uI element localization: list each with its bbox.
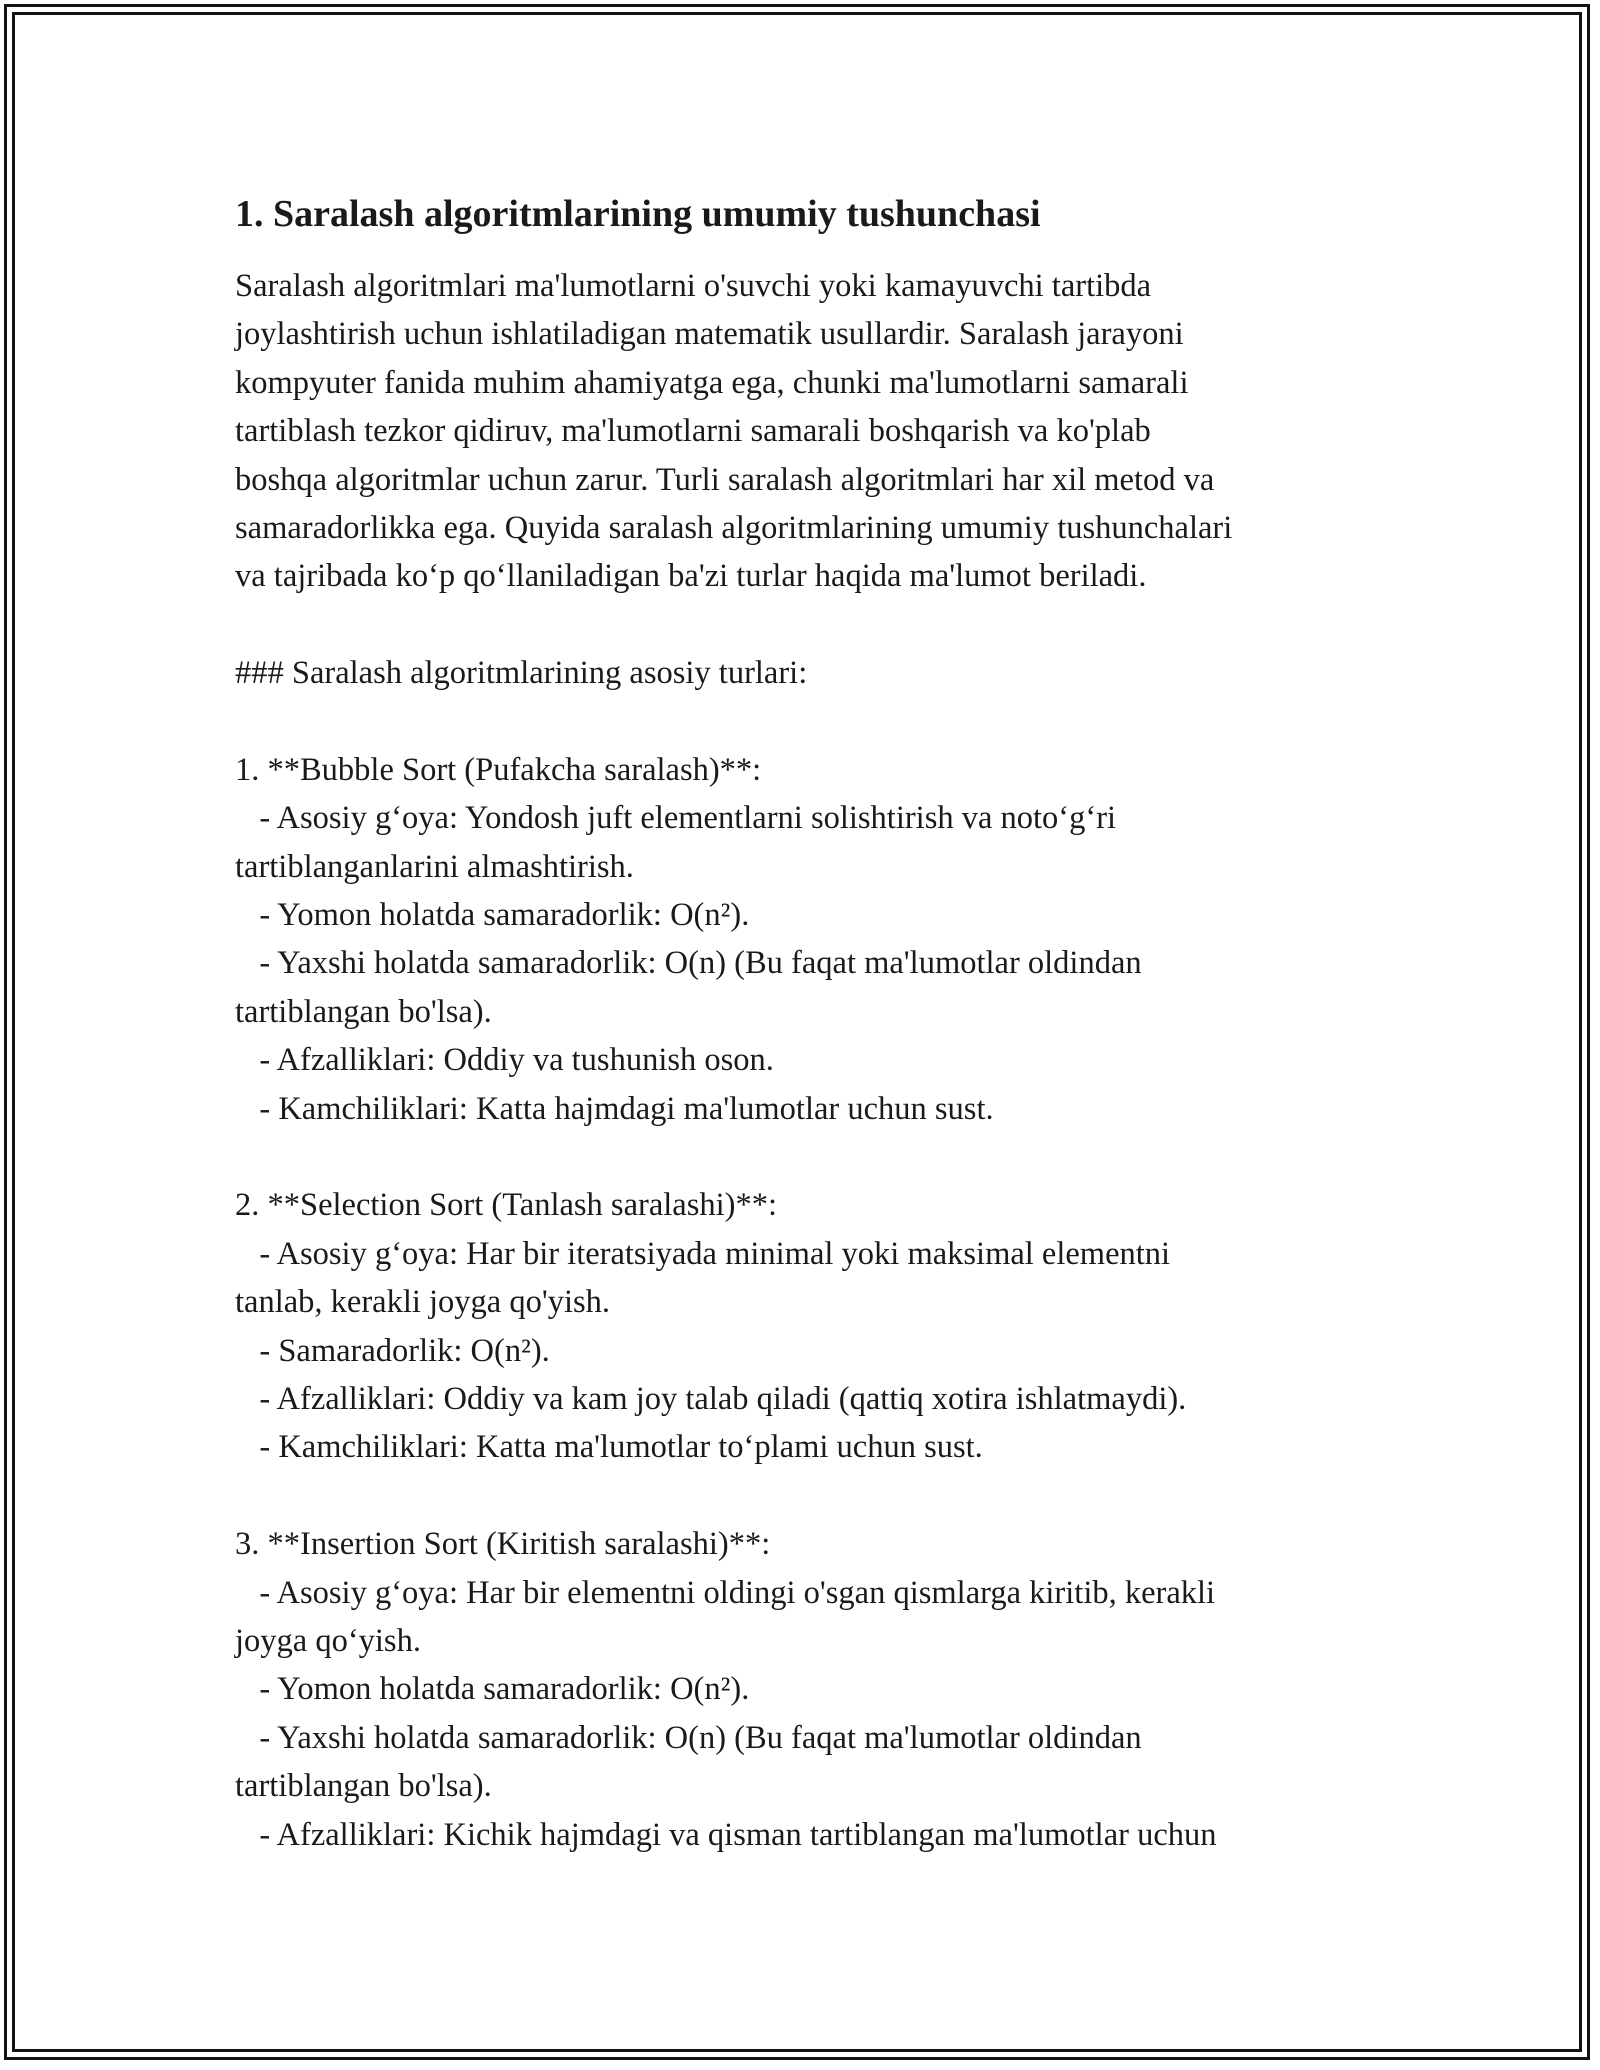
list-item: tartiblangan bo'lsa). (235, 1768, 492, 1805)
list-item: - Asosiy gʻoya: Yondosh juft elementlarni solishtirish va notoʻgʻri (235, 800, 1117, 837)
list-item: - Yomon holatda samaradorlik: O(n²). (235, 1671, 750, 1708)
page-title: 1. Saralash algoritmlarining umumiy tushunchasi (235, 193, 1041, 235)
intro-line: va tajribada koʻp qoʻllaniladigan ba'zi turlar haqida ma'lumot beriladi. (235, 558, 1147, 595)
insertion-sort-heading: 3. **Insertion Sort (Kiritish saralashi)**: (235, 1526, 771, 1563)
list-item: - Kamchiliklari: Katta ma'lumotlar toʻplami uchun sust. (235, 1429, 983, 1466)
selection-sort-section (235, 1181, 1395, 1471)
blank-line (235, 1133, 1395, 1181)
list-item: - Yaxshi holatda samaradorlik: O(n) (Bu faqat ma'lumotlar oldindan (235, 945, 1142, 982)
list-item: - Samaradorlik: O(n²). (235, 1332, 550, 1369)
list-item: joyga qoʻyish. (235, 1622, 421, 1659)
list-item: tanlab, kerakli joyga qo'yish. (235, 1284, 611, 1321)
list-item: tartiblanganlarini almashtirish. (235, 848, 634, 885)
list-item: - Yaxshi holatda samaradorlik: O(n) (Bu faqat ma'lumotlar oldindan (235, 1719, 1142, 1756)
intro-paragraph (235, 262, 1395, 601)
blank-line (235, 601, 1395, 649)
insertion-sort-section (235, 1520, 1395, 1859)
intro-line: joylashtirish uchun ishlatiladigan matematik usullardir. Saralash jarayoni (235, 316, 1184, 353)
section-heading: ### Saralash algoritmlarining asosiy turlari: (235, 655, 808, 692)
list-item: - Yomon holatda samaradorlik: O(n²). (235, 897, 750, 934)
list-item: - Afzalliklari: Oddiy va kam joy talab qiladi (qattiq xotira ishlatmaydi). (235, 1380, 1187, 1417)
intro-line: tartiblash tezkor qidiruv, ma'lumotlarni samarali boshqarish va ko'plab (235, 413, 1151, 450)
bubble-sort-heading: 1. **Bubble Sort (Pufakcha saralash)**: (235, 751, 762, 788)
list-item: - Asosiy gʻoya: Har bir elementni oldingi o'sgan qismlarga kiritib, kerakli (235, 1574, 1216, 1611)
selection-sort-heading: 2. **Selection Sort (Tanlash saralashi)**: (235, 1187, 777, 1224)
intro-line: samaradorlikka ega. Quyida saralash algoritmlarining umumiy tushunchalari (235, 509, 1233, 546)
list-item: - Kamchiliklari: Katta hajmdagi ma'lumotlar uchun sust. (235, 1090, 994, 1127)
list-item: - Asosiy gʻoya: Har bir iteratsiyada minimal yoki maksimal elementni (235, 1235, 1171, 1272)
list-item: - Afzalliklari: Kichik hajmdagi va qisman tartiblangan ma'lumotlar uchun (235, 1816, 1217, 1853)
list-item: - Afzalliklari: Oddiy va tushunish oson. (235, 1042, 774, 1079)
document-body (235, 188, 1395, 1859)
intro-line: kompyuter fanida muhim ahamiyatga ega, chunki ma'lumotlarni samarali (235, 364, 1189, 401)
intro-line: Saralash algoritmlari ma'lumotlarni o'suvchi yoki kamayuvchi tartibda (235, 268, 1152, 304)
list-item: tartiblangan bo'lsa). (235, 993, 492, 1030)
intro-line: boshqa algoritmlar uchun zarur. Turli saralash algoritmlari har xil metod va (235, 461, 1215, 498)
blank-line (235, 698, 1395, 746)
blank-line (235, 1472, 1395, 1520)
bubble-sort-section (235, 746, 1395, 1133)
